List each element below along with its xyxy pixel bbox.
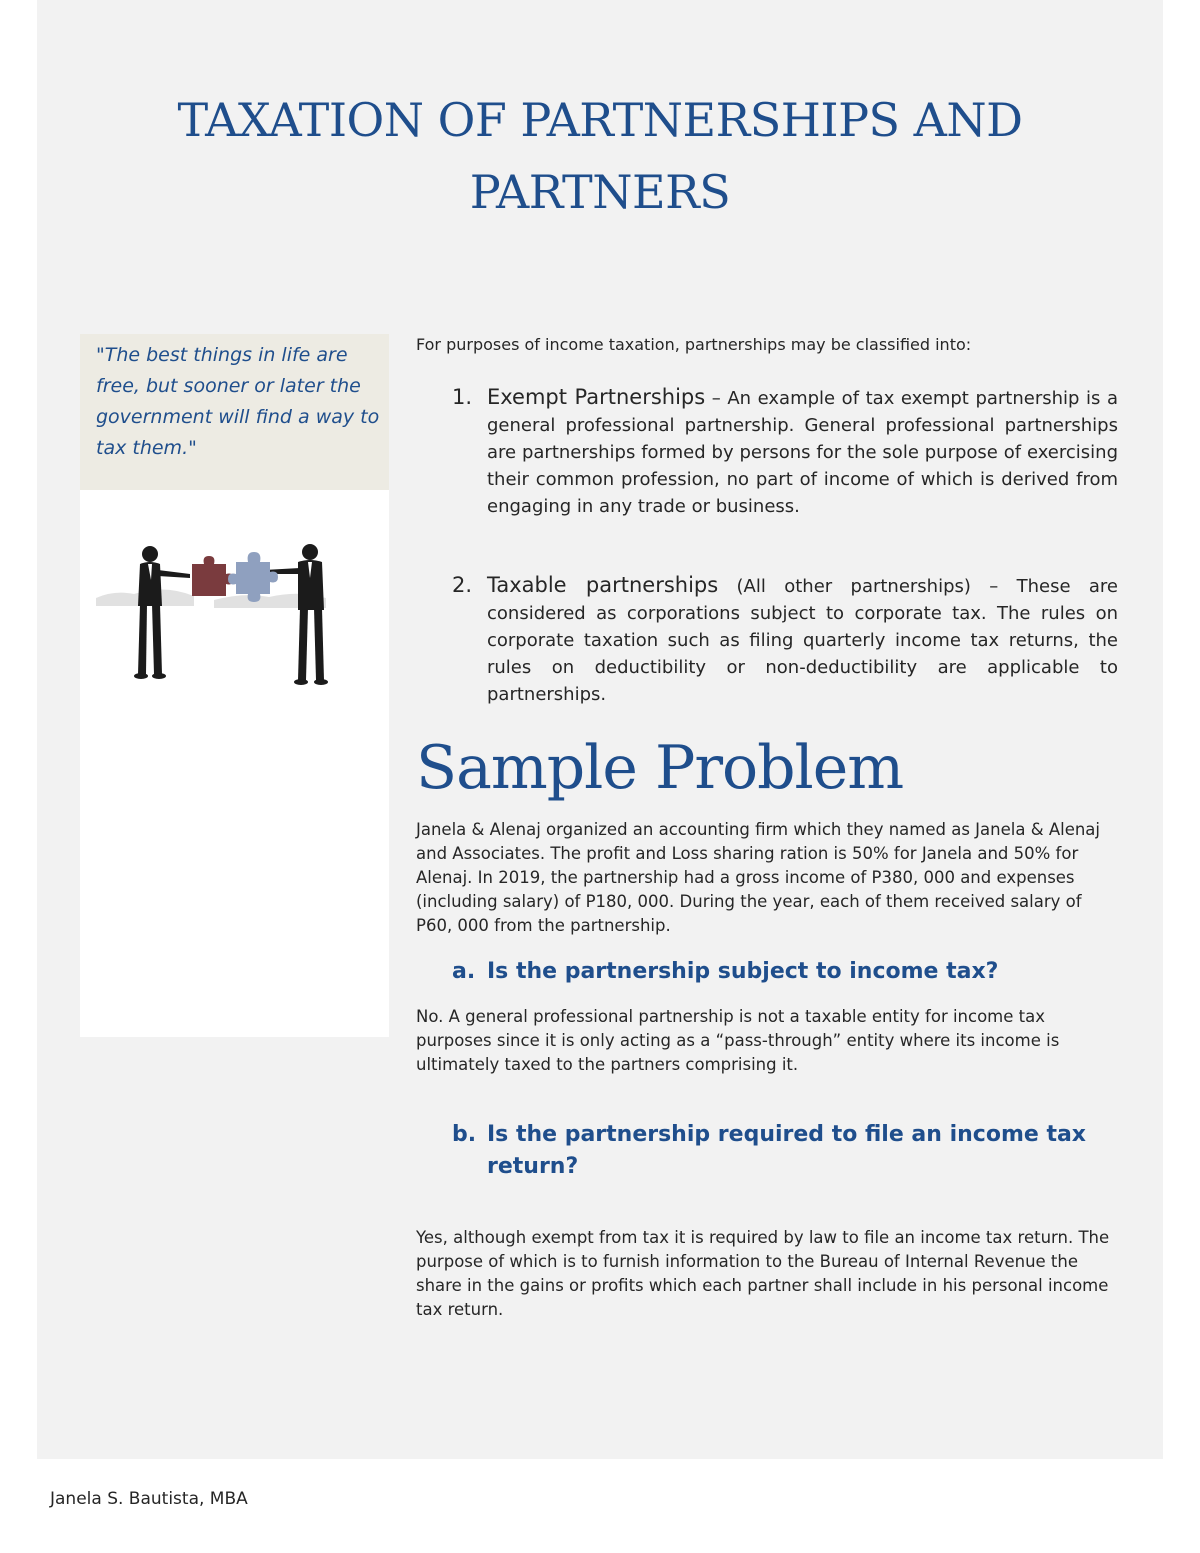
list-number: 2.	[452, 573, 473, 597]
title-line-2: PARTNERS	[469, 165, 731, 219]
document-title	[60, 84, 1140, 228]
quote-box	[80, 334, 389, 490]
footer-author: Janela S. Bautista, MBA	[50, 1489, 248, 1509]
question-letter: b.	[452, 1122, 477, 1147]
puzzle-piece-blue	[228, 552, 278, 602]
list-item-text	[487, 384, 1118, 520]
list-item-heading: Exempt Partnerships	[487, 385, 706, 409]
businessmen-puzzle-illustration	[94, 540, 330, 690]
answer-b: Yes, although exempt from tax it is required by law to file an income tax return. The purpose of which is to furnish information to the Bureau of Internal Revenue the share in the gains or profits which each partner shall include in his personal income tax return.	[416, 1228, 1110, 1319]
list-item-heading: Taxable partnerships	[487, 573, 719, 597]
question-text: Is the partnership subject to income tax?	[487, 959, 999, 984]
left-businessman	[134, 546, 190, 679]
quote-text: "The best things in life are free, but sooner or later the government will find a way to tax them."	[96, 344, 380, 459]
question-letter: a.	[452, 959, 476, 984]
answer-a: No. A general professional partnership is not a taxable entity for income tax purposes since it is only acting as a “pass-through” entity where its income is ultimately taxed to the partners comprising it.	[416, 1007, 1060, 1074]
intro-text: For purposes of income taxation, partnerships may be classified into:	[416, 335, 972, 354]
list-item-body: – An example of tax exempt partnership is a general professional partnership. General professional partnerships are partnerships formed by persons for the sole purpose of exercising their common profession, no part of income of which is derived from engaging in any trade or business.	[487, 388, 1119, 517]
title-line-1: TAXATION OF PARTNERSHIPS AND	[177, 93, 1023, 147]
question-text: Is the partnership required to file an income tax return?	[487, 1122, 1086, 1179]
question-b	[452, 1119, 1102, 1183]
sidebar	[80, 334, 389, 1037]
right-businessman	[264, 544, 328, 685]
puzzle-piece-red	[192, 556, 234, 596]
question-a	[452, 956, 1102, 988]
list-number: 1.	[452, 385, 473, 409]
sample-problem-heading: Sample Problem	[416, 733, 904, 803]
list-item-body: (All other partnerships) – These are considered as corporations subject to corporate tax. The rules on corporate taxation such as filing quarterly income tax returns, the rules on deductibility or non-deductibility are applicable to partnerships.	[487, 576, 1118, 705]
sample-problem-text: Janela & Alenaj organized an accounting firm which they named as Janela & Alenaj and Associates. The profit and Loss sharing ration is 50% for Janela and 50% for Alenaj. In 2019, the partnership had a gross income of P380, 000 and expenses (including salary) of P180, 000. During the year, each of them received salary of P60, 000 from the partnership.	[416, 820, 1100, 935]
list-item-text	[487, 572, 1118, 708]
